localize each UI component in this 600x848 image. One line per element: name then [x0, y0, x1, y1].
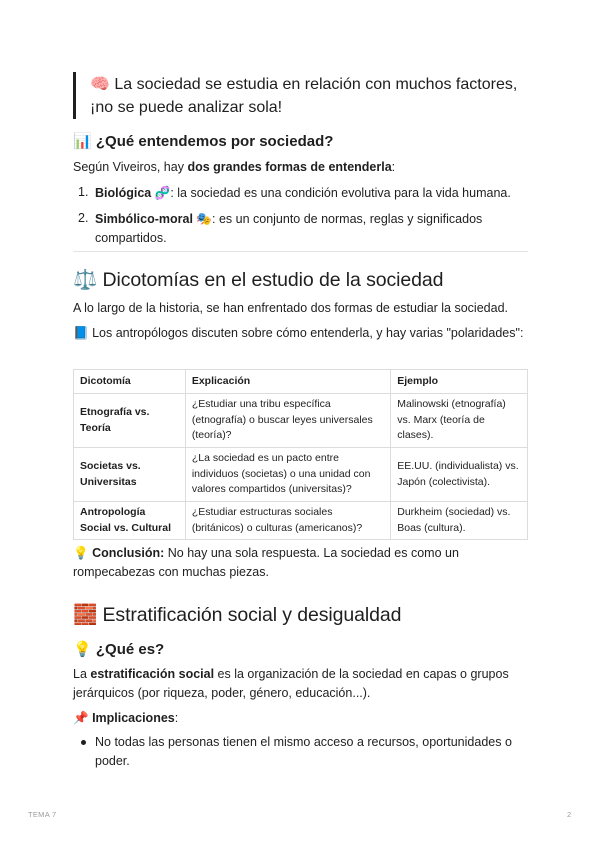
- paragraph: A lo largo de la historia, se han enfrentado dos formas de estudiar la sociedad.: [73, 301, 508, 315]
- brain-icon: 🧠: [90, 74, 110, 93]
- list-item: [73, 209, 528, 248]
- table-row: [74, 394, 528, 448]
- bullet-list: [73, 733, 528, 771]
- divider: [73, 251, 528, 252]
- section-heading-estratificacion: [73, 602, 401, 628]
- list-number: 2.: [78, 211, 89, 225]
- section-heading-sociedad: [73, 131, 333, 152]
- intro-text: Según Viveiros, hay: [73, 160, 188, 174]
- paragraph-text: Los antropólogos discuten sobre cómo entenderla, y hay varias "polaridades":: [92, 326, 524, 340]
- table-cell: ¿La sociedad es un pacto entre individuos (societas) o una unidad con valores compartidos (universitas)?: [185, 448, 390, 502]
- intro-bold: dos grandes formas de entenderla: [187, 160, 392, 174]
- table-cell: Antropología Social vs. Cultural: [74, 502, 186, 540]
- paragraph-polaridades: [73, 323, 528, 343]
- def-text: es la organización de la sociedad en capas o grupos jerárquicos (por riqueza, poder, género, educación...).: [73, 667, 509, 700]
- table-row: [74, 502, 528, 540]
- bullet-icon: [81, 740, 86, 745]
- column-header: Dicotomía: [74, 370, 186, 394]
- table-cell: Malinowski (etnografía) vs. Marx (teoría de clases).: [391, 394, 528, 448]
- theater-masks-icon: 🎭: [196, 211, 212, 226]
- heading-text: ¿Qué entendemos por sociedad?: [95, 133, 334, 150]
- table-cell: ¿Estudiar una tribu específica (etnografía) o buscar leyes universales (teoría)?: [185, 394, 390, 448]
- subheading-text: ¿Qué es?: [95, 641, 165, 658]
- list-item: [73, 183, 528, 203]
- subheading-que-es: [73, 639, 164, 660]
- table-header-row: [74, 370, 528, 394]
- item-bold: Biológica: [95, 186, 152, 200]
- page-number: 2: [567, 810, 572, 819]
- bullet-text: No todas las personas tienen el mismo acceso a recursos, oportunidades o poder.: [95, 735, 512, 768]
- table-row: [74, 448, 528, 502]
- heading-text: Estratificación social y desigualdad: [102, 604, 402, 626]
- blue-book-icon: 📘: [73, 325, 89, 340]
- bar-chart-icon: 📊: [73, 132, 92, 150]
- intro-paragraph: [73, 158, 528, 177]
- table-cell: EE.UU. (individualista) vs. Japón (colectivista).: [391, 448, 528, 502]
- column-header: Explicación: [185, 370, 390, 394]
- dna-icon: 🧬: [154, 185, 171, 200]
- list-item: [73, 733, 528, 771]
- conclusion-paragraph: [73, 543, 528, 582]
- callout-quote: [73, 72, 528, 119]
- table-cell: Etnografía vs. Teoría: [74, 394, 186, 448]
- section-heading-dicotomias: [73, 267, 443, 293]
- dichotomies-table: [73, 369, 528, 540]
- definition-paragraph: [73, 665, 528, 703]
- heading-text: Dicotomías en el estudio de la sociedad: [102, 269, 444, 291]
- intro-colon: :: [391, 160, 396, 174]
- implicaciones-label: [73, 708, 528, 728]
- def-text: La: [73, 667, 91, 681]
- impl-colon: :: [174, 711, 179, 725]
- scales-icon: ⚖️: [73, 268, 98, 291]
- item-bold: Simbólico-moral: [95, 212, 193, 226]
- column-header: Ejemplo: [391, 370, 528, 394]
- table-cell: Societas vs. Universitas: [74, 448, 186, 502]
- def-bold: estratificación social: [90, 667, 215, 681]
- conclusion-text: No hay una sola respuesta. La sociedad es como un rompecabezas con muchas piezas.: [73, 546, 459, 579]
- table-cell: Durkheim (sociedad) vs. Boas (cultura).: [391, 502, 528, 540]
- item-text: : la sociedad es una condición evolutiva para la vida humana.: [170, 186, 511, 200]
- bricks-icon: 🧱: [73, 603, 98, 626]
- lightbulb-icon: 💡: [73, 545, 89, 560]
- numbered-list: [73, 183, 528, 254]
- quote-text: La sociedad se estudia en relación con muchos factores, ¡no se puede analizar sola!: [90, 76, 518, 116]
- footer-label: TEMA 7: [28, 810, 57, 819]
- impl-bold: Implicaciones: [92, 711, 175, 725]
- item-text: : es un conjunto de normas, reglas y significados compartidos.: [95, 212, 483, 245]
- list-number: 1.: [78, 185, 89, 199]
- lightbulb-icon: 💡: [73, 640, 92, 658]
- table-cell: ¿Estudiar estructuras sociales (británicos) o culturas (americanos)?: [185, 502, 390, 540]
- pushpin-icon: 📌: [73, 710, 89, 725]
- conclusion-bold: Conclusión:: [92, 546, 165, 560]
